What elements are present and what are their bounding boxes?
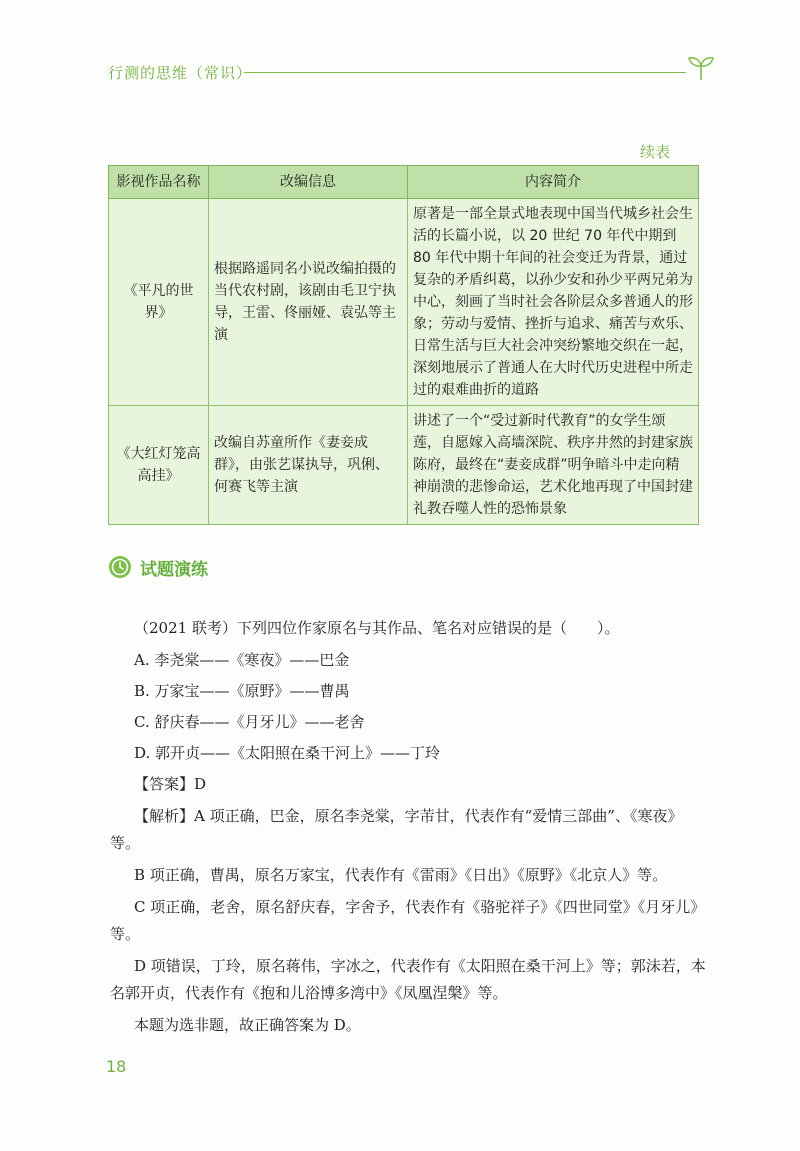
header-rule (244, 72, 686, 73)
table-row (109, 406, 699, 525)
table-header-row (109, 166, 699, 199)
page-number: 18 (106, 1057, 127, 1076)
section-title: 试题演练 (140, 560, 208, 580)
work-title-cell: 《大红灯笼高高挂》 (109, 406, 209, 525)
option-d: D. 郭开贞——《太阳照在桑干河上》——丁玲 (134, 744, 441, 762)
analysis-paragraph: C 项正确，老舍，原名舒庆春，字舍予，代表作有《骆驼祥子》《四世同堂》《月牙儿》等。 (110, 898, 706, 943)
summary-cell: 原著是一部全景式地表现中国当代城乡社会生活的长篇小说，以 20 世纪 70 年代中期到 80 年代中期十年间的社会变迁为背景，通过复杂的矛盾纠葛，以孙少安和孙少平两兄弟为中心，刻画了当时社会各阶层众多普通人的形象；劳动与爱情、挫折与追求、痛苦与欢乐、日常生活与巨大社会冲突纷繁地交织在一起，深刻地展示了普通人在大时代历史进程中所走过的艰难曲折的道路 (408, 199, 699, 406)
film-adaptation-table (108, 165, 699, 525)
work-title-cell: 《平凡的世界》 (109, 199, 209, 406)
analysis-label: 【解析】 (134, 807, 195, 825)
summary-cell: 讲述了一个“受过新时代教育”的女学生颂莲，自愿嫁入高墙深院、秩序井然的封建家族陈府，最终在“妻妾成群”明争暗斗中走向精神崩溃的悲惨命运，艺术化地再现了中国封建礼教吞噬人性的恐怖景象 (408, 406, 699, 525)
option-c: C. 舒庆春——《月牙儿》——老舍 (134, 713, 365, 731)
option-a: A. 李尧棠——《寒夜》——巴金 (134, 651, 350, 669)
question-stem: （2021 联考）下列四位作家原名与其作品、笔名对应错误的是（ ）。 (134, 619, 620, 637)
answer-block (110, 772, 710, 796)
analysis-block (110, 803, 710, 1039)
option-list (110, 648, 710, 765)
question-block (110, 616, 710, 640)
column-header: 内容简介 (408, 166, 699, 199)
adaptation-cell: 改编自苏童所作《妻妾成群》，由张艺谋执导，巩俐、何赛飞等主演 (209, 406, 408, 525)
analysis-paragraph: 本题为选非题，故正确答案为 D。 (134, 1016, 361, 1034)
column-header: 改编信息 (209, 166, 408, 199)
option-b: B. 万家宝——《原野》——曹禺 (134, 682, 350, 700)
adaptation-cell: 根据路遥同名小说改编拍摄的当代农村剧，该剧由毛卫宁执导，王雷、佟丽娅、袁弘等主演 (209, 199, 408, 406)
running-header (108, 62, 712, 86)
analysis-paragraph: B 项正确，曹禺，原名万家宝，代表作有《雷雨》《日出》《原野》《北京人》等。 (134, 866, 668, 884)
sprout-icon (684, 54, 718, 82)
analysis-paragraph: D 项错误，丁玲，原名蒋伟，字冰之，代表作有《太阳照在桑干河上》等；郭沫若，本名郭开贞，代表作有《抱和儿浴博多湾中》《凤凰涅槃》等。 (110, 957, 706, 1002)
column-header: 影视作品名称 (109, 166, 209, 199)
answer-label: 【答案】 (134, 775, 195, 793)
analysis-paragraph: A 项正确，巴金，原名李尧棠，字芾甘，代表作有“爱情三部曲”、《寒夜》等。 (110, 807, 683, 852)
continued-label: 续表 (640, 143, 671, 161)
header-title: 行测的思维（常识） (108, 64, 253, 82)
table-row (109, 199, 699, 406)
clock-icon (108, 555, 132, 579)
answer-value: D (194, 775, 207, 793)
